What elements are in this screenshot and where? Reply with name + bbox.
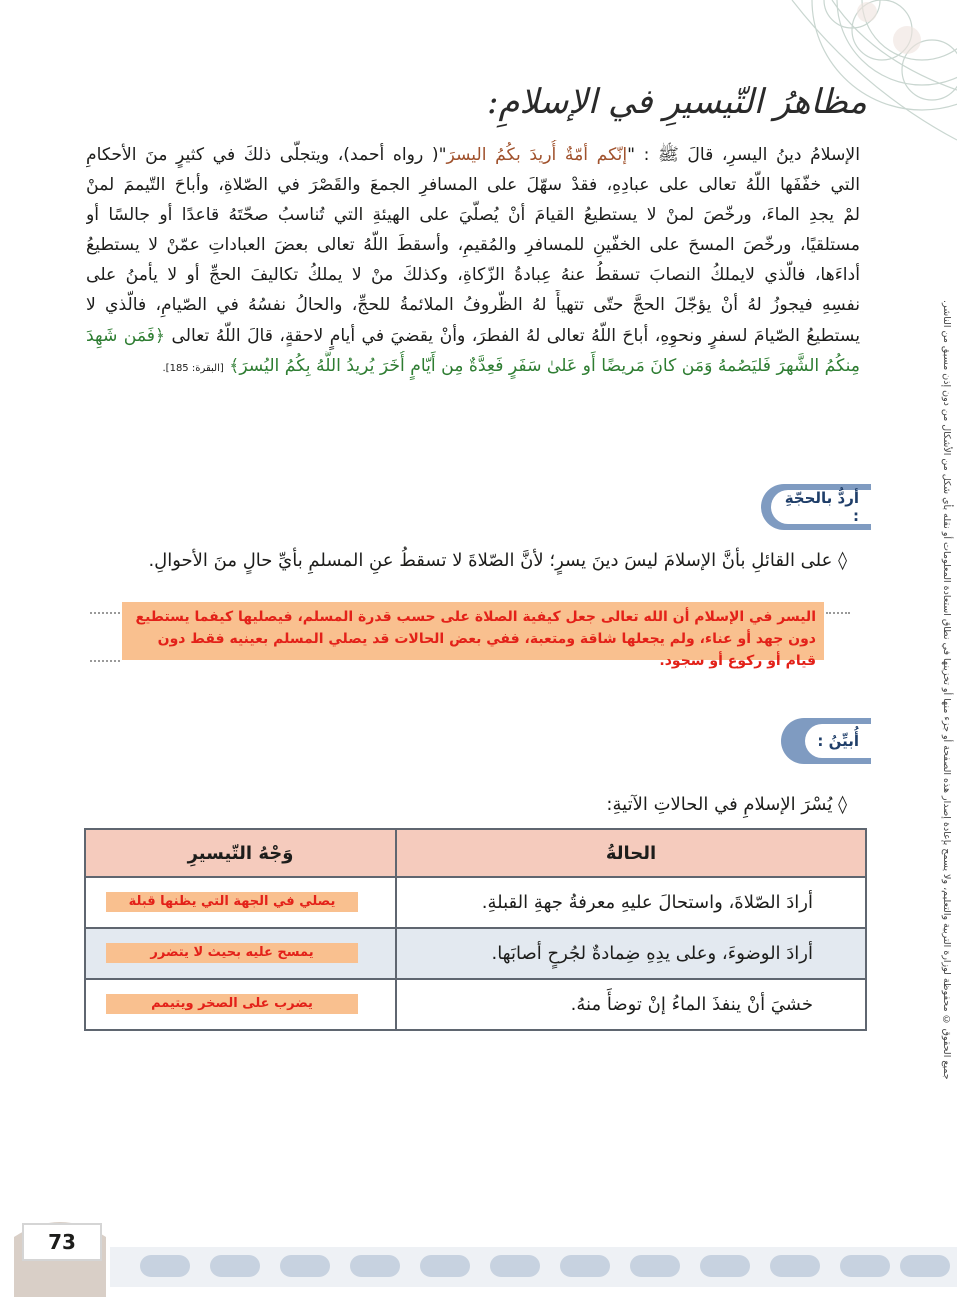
dotted-line [826,612,850,614]
table-cell-case: أرادَ الوضوءَ، وعلى يدِهِ ضِمادةٌ لجُرحٍ أصابَها. [396,928,866,979]
column-header-ease: وَجْهُ التّيسيرِ [85,829,396,877]
dotted-line [90,612,120,614]
section-header-argue: أردُّ بالحجّةِ : [771,490,871,524]
paragraph-line-7: يستطيعُ الصّيامَ لسفرٍ ونحوِهِ، أباحَ اللّهُ تعالى لهُ الفطرَ، وأنْ يقضيَ في أيامٍ لاحقةٍ، قالَ اللّهُ تعالى ﴿فَمَن شَهِدَ [86,325,860,346]
ease-table [84,828,867,1031]
section-header-explain: أُبيِّنُ : [805,724,871,758]
copyright-side-text: جميع الحقوق © محفوظة لوزارة التربية والتعليم، ولا يسمح بإعادة إصدار هذه الصفحة أو جزء منها أو تخزينها في نطاق استعادة المعلومات أو نقله بأي شكل من الأشكال من دون إذن مسبق من الناشر. [941,300,952,1080]
table-cell-ease [85,928,396,979]
hadith-quote: إنّكم أمّةٌ أُريدَ بكُمُ اليسرَ [446,145,628,165]
section-ribbon-argue [761,484,871,530]
answer-field[interactable]: اليسر في الإسلام أن الله تعالى جعل كيفية الصلاة على حسب قدرة المسلم، فيصليها كيفما يستطيع دون جهد أو عناء، ولم يجعلها شاقة ومتعبة، ففي بعض الحالات قد يصلي المسلم بعينيه فقط دون قيام أو ركوع أو سجود. [122,602,824,660]
verse-text: مِنكُمُ الشَّهرَ فَليَصُمهُ وَمَن كانَ مَريضًا أَو عَلىٰ سَفَرٍ فَعِدَّةٌ مِن أَيّامٍ أُخَرَ يُريدُ اللَّهُ بِكُمُ اليُسرَ﴾ [229,355,860,376]
ease-answer-field[interactable]: يصلي في الجهة التي يظنها قبلة [106,892,358,912]
question-argue: ◊ على القائلِ بأنَّ الإسلامَ ليسَ دينَ يسرٍ؛ لأنَّ الصّلاةَ لا تسقطُ عنِ المسلمِ بأيِّ حالٍ منَ الأحوالِ. [148,550,847,571]
page-number: 73 [22,1223,102,1261]
table-cell-ease [85,877,396,928]
paragraph-line-8 [86,351,860,384]
paragraph-line-6: نفسِهِ فيجوزُ لهُ أنْ يؤجّلَ الحجَّ حتّى تتهيأَ لهُ الظّروفُ الملائمةُ للحجِّ، والحالُ نفسُهُ في الصّيامِ، فالّذي لا [86,295,860,316]
dotted-line [90,660,120,662]
table-cell-ease [85,979,396,1030]
paragraph-line-4: مستلقيًا، ورخّصَ المسحَ على الخفّينِ للمسافرِ والمُقيمِ، وأسقطَ اللّهُ تعالى بعضَ العباداتِ عمّنْ لا يستطيعُ [86,235,860,256]
verse-start: ﴿فَمَن شَهِدَ [86,325,166,346]
ease-answer-field[interactable]: يمسح عليه بحيث لا يتضرر [106,943,358,963]
paragraph-line-1: الإسلامُ دينُ اليسرِ، قالَ ﷺ : "إنّكم أمّةٌ أُريدَ بكُمُ اليسرَ"( رواه أحمد)، ويتجلّى ذلكَ في كثيرٍ منَ الأحكامِ [86,145,860,165]
paragraph-line-3: لمْ يجدِ الماءَ، ورخّصَ لمنْ لا يستطيعُ القيامَ أنْ يُصلّيَ على الهيئةِ التي تُناسبُ صحّتَهُ قاعدًا أو جالسًا أو [86,205,860,226]
paragraph-line-5: أداءَها، فالّذي لايملكُ النصابَ تسقطُ عنهُ عِبادةُ الزّكاةِ، وكذلكَ منْ لا يملكُ تكاليفَ الحجِّ أو لا يأمنُ على [86,265,860,286]
ease-answer-field[interactable]: يضرب على الصخر ويتيمم [106,994,358,1014]
question-explain: ◊ يُسْرَ الإسلامِ في الحالاتِ الآتيةِ: [606,794,847,815]
footer-border [0,1217,957,1297]
table-cell-case: أرادَ الصّلاةَ، واستحالَ عليهِ معرفةُ جهةِ القبلةِ. [396,877,866,928]
main-paragraph [86,140,860,384]
paragraph-line-2: التي خفّفَها اللّهُ تعالى على عبادِهِ، فقدْ سهّلَ على المسافرِ الجمعَ والقَصْرَ في الصّلاةِ، وأباحَ التّيممَ لمنْ [86,175,860,196]
section-ribbon-explain [781,718,871,764]
verse-reference: [البقرة: 185]. [162,362,224,374]
page-title: مظاهرُ التّيسيرِ في الإسلامِ: [487,82,867,122]
table-cell-case: خشيَ أنْ ينفذَ الماءُ إنْ توضأَ منهُ. [396,979,866,1030]
column-header-case: الحالةُ [396,829,866,877]
